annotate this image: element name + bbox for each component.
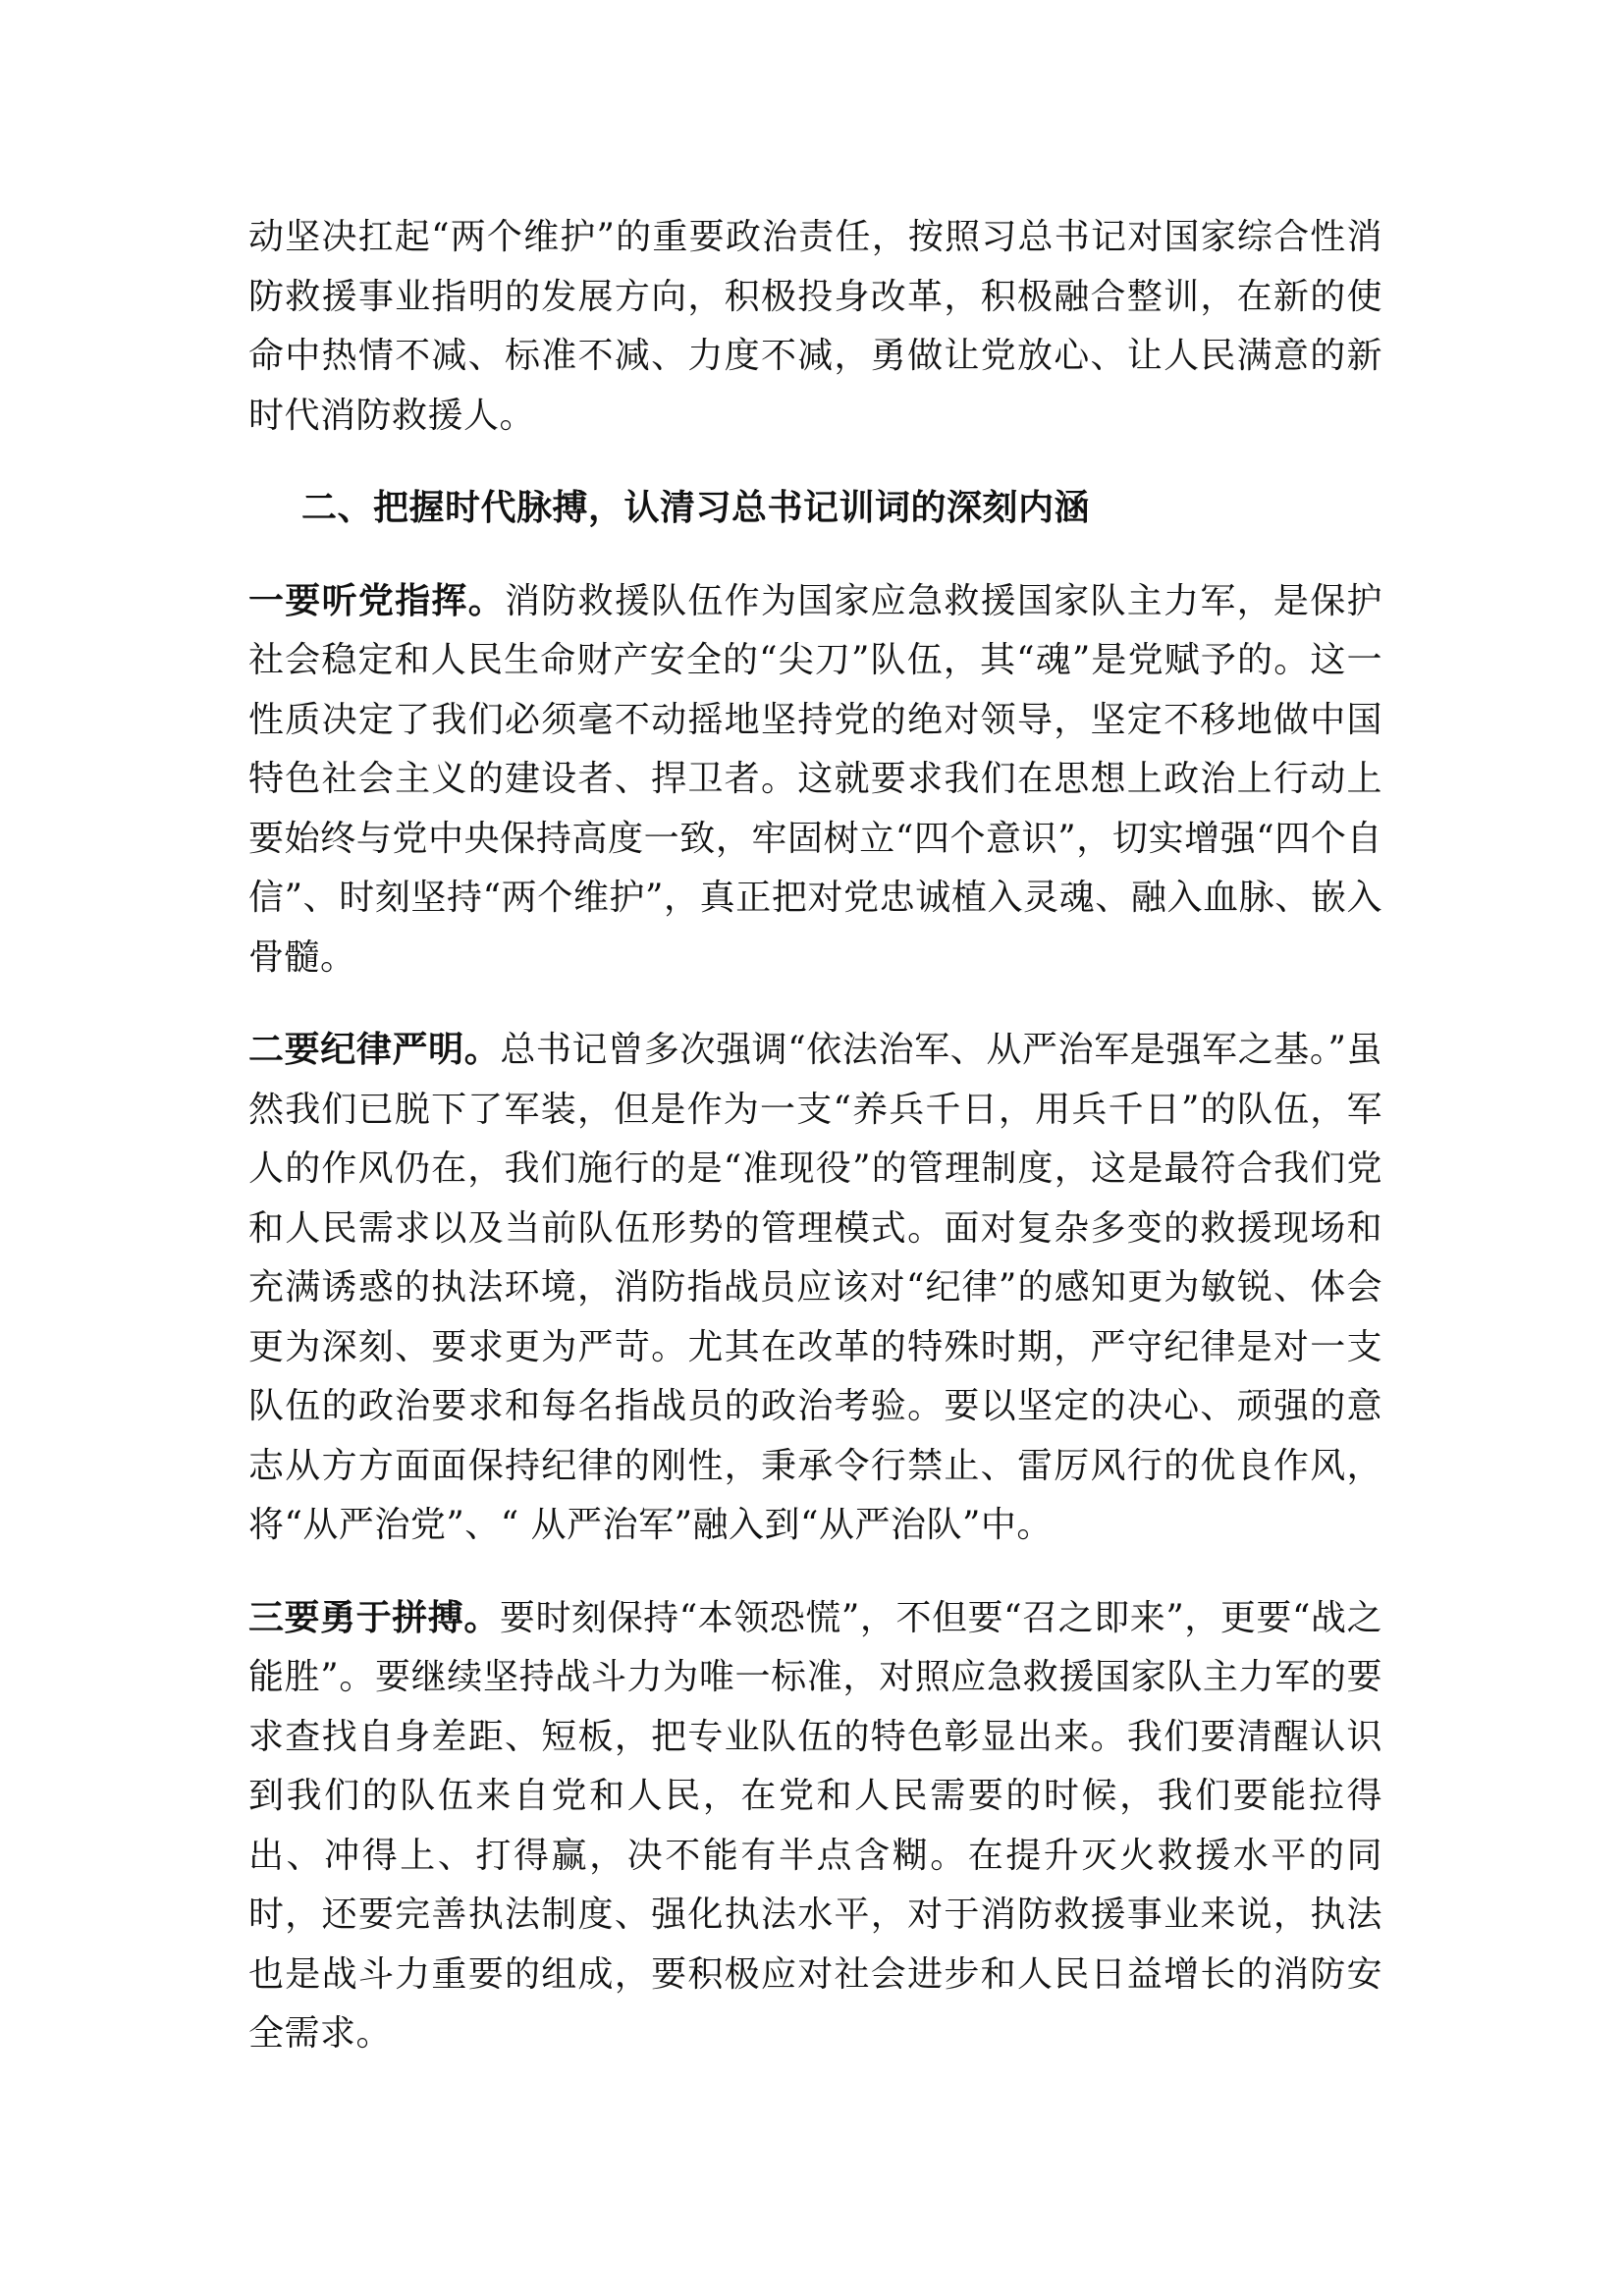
document-body <box>248 208 1382 2064</box>
point-2-lead: 二要纪律严明。 <box>248 1030 501 1070</box>
point-1-text: 消防救援队伍作为国家应急救援国家队主力军，是保护社会稳定和人民生命财产安全的“尖刀”队伍，其“魂”是党赋予的。这一性质决定了我们必须毫不动摇地坚持党的绝对领导，坚定不移地做中国特色社会主义的建设者、捍卫者。这就要求我们在思想上政治上行动上要始终与党中央保持高度一致，牢固树立“四个意识”，切实增强“四个自信”、时刻坚持“两个维护”，真正把对党忠诚植入灵魂、融入血脉、嵌入骨髓。 <box>248 580 1382 978</box>
section-heading: 二、把握时代脉搏，认清习总书记训词的深刻内涵 <box>301 488 1091 528</box>
point-2-text: 总书记曾多次强调“依法治军、从严治军是强军之基。”虽然我们已脱下了军装，但是作为一支“养兵千日，用兵千日”的队伍，军人的作风仍在，我们施行的是“准现役”的管理制度，这是最符合我们党和人民需求以及当前队伍形势的管理模式。面对复杂多变的救援现场和充满诱惑的执法环境，消防指战员应该对“纪律”的感知更为敏锐、体会更为深刻、要求更为严苛。尤其在改革的特殊时期，严守纪律是对一支队伍的政治要求和每名指战员的政治考验。要以坚定的决心、顽强的意志从方方面面保持纪律的刚性，秉承令行禁止、雷厉风行的优良作风，将“从严治党”、“ 从严治军”融入到“从严治队”中。 <box>248 1030 1382 1545</box>
point-3-paragraph <box>248 1589 1382 2064</box>
point-1-lead: 一要听党指挥。 <box>248 580 505 621</box>
point-3-text: 要时刻保持“本领恐慌”，不但要“召之即来”，更要“战之能胜”。要继续坚持战斗力为唯一标准，对照应急救援国家队主力军的要求查找自身差距、短板，把专业队伍的特色彰显出来。我们要清醒认识到我们的队伍来自党和人民，在党和人民需要的时候，我们要能拉得出、冲得上、打得赢，决不能有半点含糊。在提升灭火救援水平的同时，还要完善执法制度、强化执法水平，对于消防救援事业来说，执法也是战斗力重要的组成，要积极应对社会进步和人民日益增长的消防安全需求。 <box>248 1597 1382 2054</box>
intro-paragraph: 动坚决扛起“两个维护”的重要政治责任，按照习总书记对国家综合性消防救援事业指明的发展方向，积极投身改革，积极融合整训，在新的使命中热情不减、标准不减、力度不减，勇做让党放心、让人民满意的新时代消防救援人。 <box>248 217 1382 436</box>
point-3-lead: 三要勇于拼搏。 <box>248 1597 500 1638</box>
point-1-paragraph <box>248 572 1382 988</box>
point-2-paragraph <box>248 1021 1382 1556</box>
